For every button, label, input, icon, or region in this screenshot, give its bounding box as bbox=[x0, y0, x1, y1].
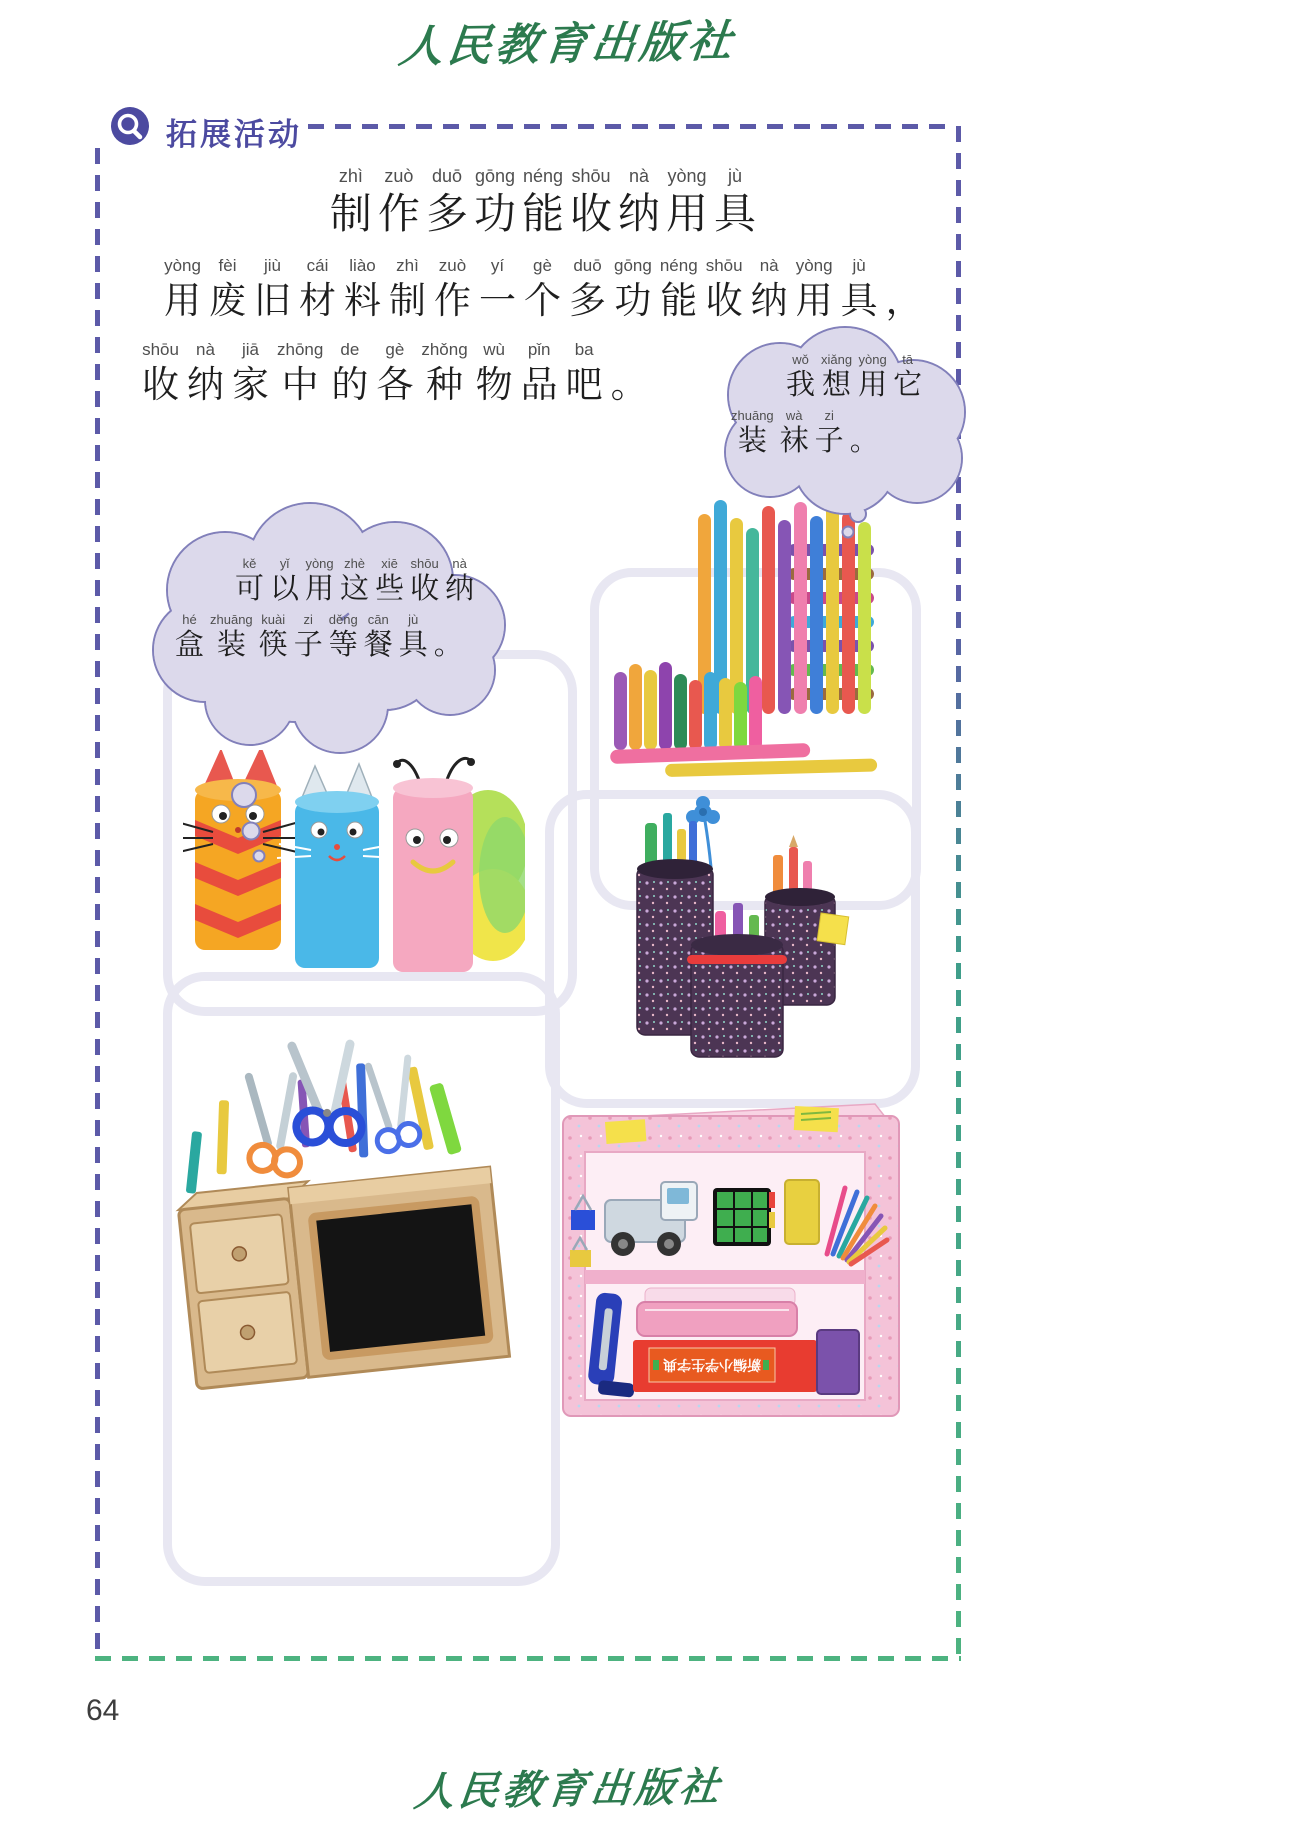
ruby-pair: fèi 废 bbox=[209, 256, 246, 322]
ruby-pair: gōng 功 bbox=[473, 166, 516, 238]
ruby-pair: zhuāng 装 bbox=[210, 612, 253, 661]
ruby-pair: 。 bbox=[433, 629, 463, 661]
ruby-pair: jiā 家 bbox=[232, 340, 269, 406]
ruby-pair: xiǎng 想 bbox=[821, 352, 853, 401]
ruby-pair: zi 子 bbox=[814, 408, 844, 457]
ruby-pair: ， bbox=[885, 281, 923, 322]
pencil-cases bbox=[637, 1288, 797, 1336]
ruby-pair: zhè 这 bbox=[340, 556, 370, 605]
ruby-pair: kuài 筷 bbox=[258, 612, 288, 661]
bubble-right-line-2 bbox=[728, 408, 882, 458]
ruby-pair: néng 能 bbox=[659, 256, 698, 322]
ruby-pair: zuò 作 bbox=[377, 166, 420, 238]
ruby-pair: gè 各 bbox=[376, 340, 414, 406]
ruby-pair: hé 盒 bbox=[175, 612, 205, 661]
ruby-pair: kě 可 bbox=[235, 556, 265, 605]
ruby-pair: yòng 用 bbox=[666, 166, 709, 238]
page-number: 64 bbox=[86, 1694, 120, 1727]
ruby-pair: děng 等 bbox=[328, 612, 358, 661]
ruby-pair: zhuāng 装 bbox=[731, 408, 774, 457]
ruby-pair: zhì 制 bbox=[389, 256, 426, 322]
rubiks-cube bbox=[713, 1188, 775, 1246]
photo-pink-shelf-box bbox=[545, 1092, 905, 1432]
can-front bbox=[687, 934, 787, 1057]
chalkboard-box bbox=[289, 1167, 510, 1377]
ruby-pair: zhǒng 种 bbox=[421, 340, 468, 406]
chalk-box bbox=[785, 1180, 819, 1244]
ruby-pair: zhōng 中 bbox=[277, 340, 324, 406]
dashed-border-top bbox=[308, 124, 956, 129]
ruby-pair: wà 袜 bbox=[779, 408, 809, 457]
ruby-pair: shōu 收 bbox=[142, 340, 179, 406]
ruby-pair: zhì 制 bbox=[329, 166, 372, 238]
ruby-pair: jù 具 bbox=[714, 166, 757, 238]
ruby-pair: yòng 用 bbox=[305, 556, 335, 605]
bubble-left-line-1 bbox=[232, 556, 477, 606]
dictionary-spine-text: 新编小学生字典 bbox=[663, 1356, 761, 1371]
intro-line-1 bbox=[160, 256, 927, 324]
ruby-pair: zi 子 bbox=[293, 612, 323, 661]
ruby-pair: cān 餐 bbox=[363, 612, 393, 661]
purple-book bbox=[817, 1330, 859, 1394]
ruby-pair: wù 物 bbox=[475, 340, 513, 406]
ruby-pair: gè 个 bbox=[524, 256, 561, 322]
ruby-pair: yí 一 bbox=[479, 256, 516, 322]
intro-line-2 bbox=[138, 340, 652, 408]
ruby-pair: jù 具 bbox=[840, 256, 878, 322]
bubble-left-line-2 bbox=[172, 612, 466, 662]
magnifier-icon bbox=[110, 106, 150, 146]
ruby-pair: 。 bbox=[610, 365, 648, 406]
ruby-pair: néng 能 bbox=[521, 166, 564, 238]
ruby-pair: de 的 bbox=[331, 340, 369, 406]
activity-title bbox=[113, 166, 973, 239]
ruby-pair: nà 纳 bbox=[445, 556, 475, 605]
ruby-pair: nà 纳 bbox=[750, 256, 788, 322]
ruby-pair: yǐ 以 bbox=[270, 556, 300, 605]
ruby-pair: tā 它 bbox=[893, 352, 923, 401]
ruby-pair: shōu 收 bbox=[570, 166, 613, 238]
ruby-pair: xiē 些 bbox=[375, 556, 405, 605]
ruby-pair: yòng 用 bbox=[858, 352, 888, 401]
ruby-pair: cái 材 bbox=[299, 256, 336, 322]
ruby-pair: yòng 用 bbox=[164, 256, 201, 322]
ruby-pair: shōu 收 bbox=[410, 556, 440, 605]
thought-bubble-left bbox=[145, 498, 515, 873]
ruby-pair: ba 吧 bbox=[565, 340, 603, 406]
ruby-pair: pǐn 品 bbox=[520, 340, 558, 406]
ruby-pair: jù 具 bbox=[398, 612, 428, 661]
photo-wood-organizer bbox=[153, 1012, 532, 1480]
ruby-pair: 。 bbox=[849, 425, 879, 457]
section-title: 拓展活动 bbox=[166, 117, 302, 152]
publisher-logo-top: 人民教育出版社 bbox=[396, 16, 739, 73]
ruby-pair: duō 多 bbox=[425, 166, 468, 238]
photo-fabric-cans bbox=[615, 795, 865, 1067]
ruby-pair: wǒ 我 bbox=[786, 352, 816, 401]
bubble-right-line-1 bbox=[783, 352, 925, 402]
ruby-pair: jiù 旧 bbox=[254, 256, 291, 322]
ruby-pair: yòng 用 bbox=[795, 256, 833, 322]
publisher-logo-bottom: 人民教育出版社 bbox=[411, 1763, 726, 1816]
ruby-pair: nà 纳 bbox=[187, 340, 224, 406]
ruby-pair: nà 纳 bbox=[618, 166, 661, 238]
ruby-pair: gōng 功 bbox=[614, 256, 652, 322]
ruby-pair: liào 料 bbox=[344, 256, 381, 322]
dictionary-book bbox=[633, 1340, 817, 1392]
ruby-pair: zuò 作 bbox=[434, 256, 471, 322]
ruby-pair: shōu 收 bbox=[705, 256, 743, 322]
dashed-border-left bbox=[95, 148, 100, 1660]
dashed-border-bottom bbox=[95, 1656, 961, 1661]
ruby-pair: duō 多 bbox=[569, 256, 606, 322]
